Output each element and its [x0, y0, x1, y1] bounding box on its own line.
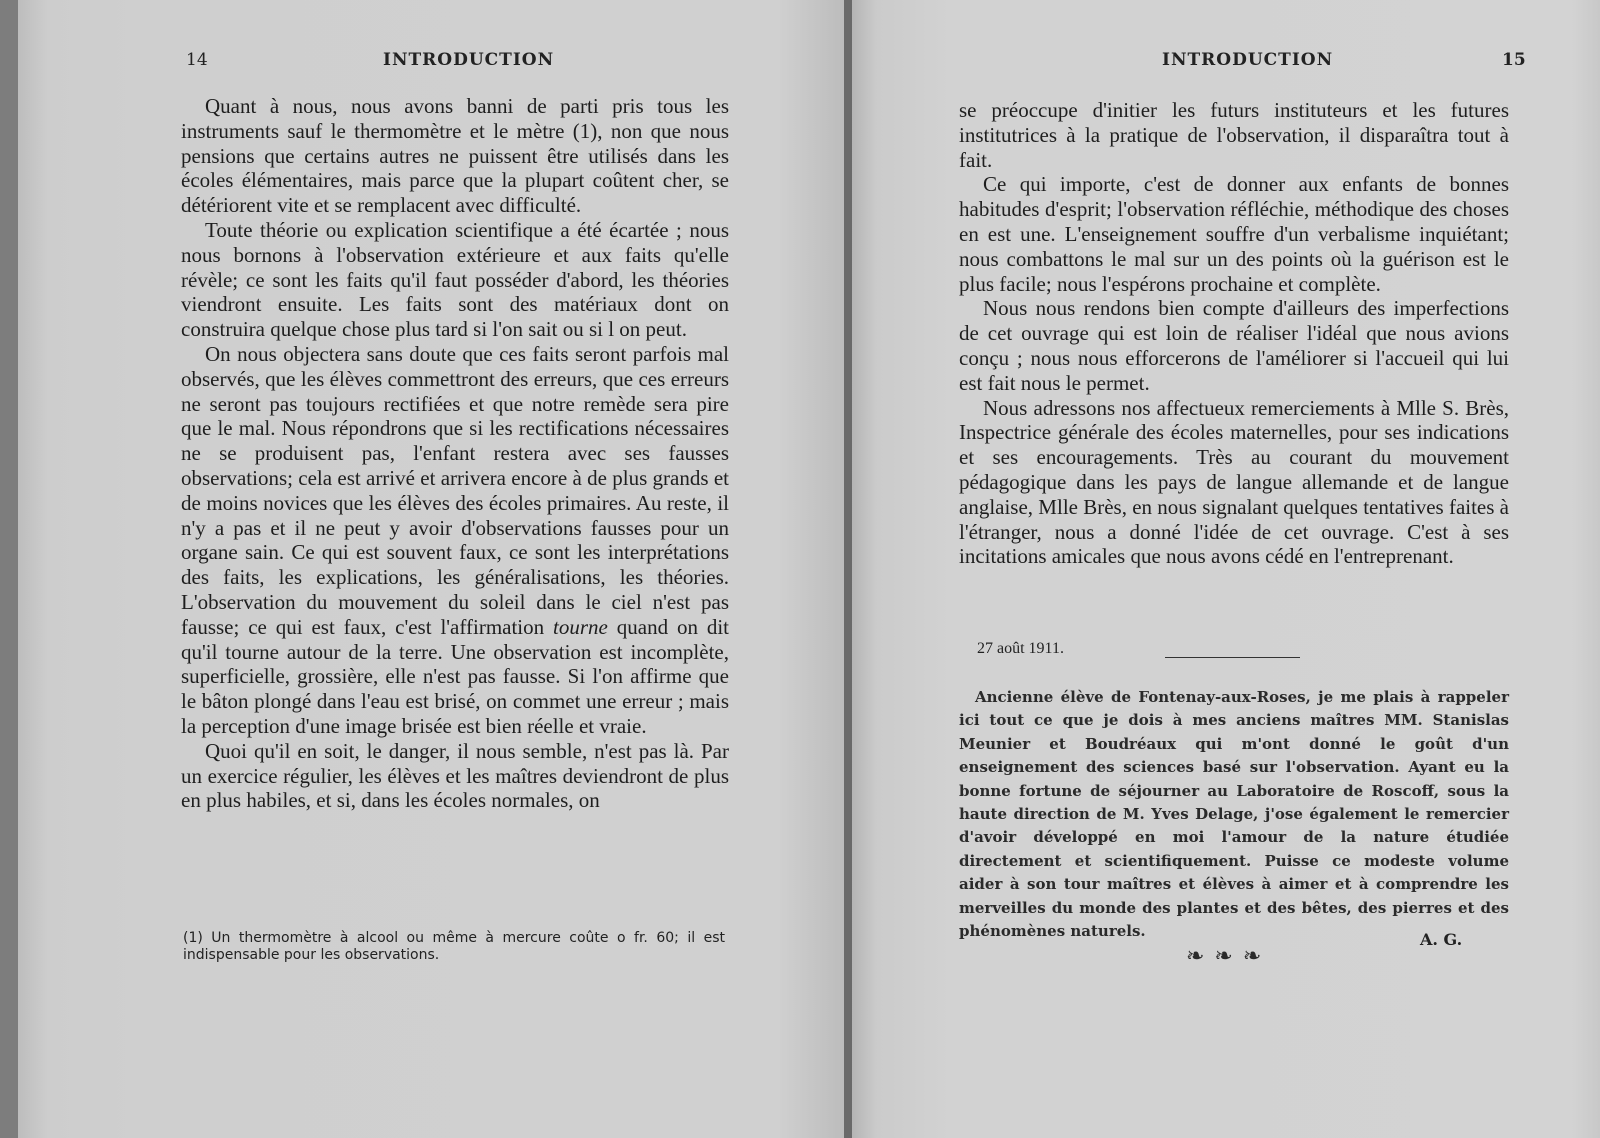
page-number-left: 14: [186, 50, 208, 70]
paragraph: Nous nous rendons bien compte d'ailleurs des imperfections de cet ouvrage qui est loin de réaliser l'idéal que nous avions conçu ; nous nous efforcerons de l'améliorer si l'accueil qui lui est fait nous le permet.: [959, 296, 1509, 395]
signature-initials: A. G.: [1420, 930, 1463, 949]
running-head-right: INTRODUCTION: [1162, 50, 1334, 70]
paragraph: Ce qui importe, c'est de donner aux enfants de bonnes habitudes d'esprit; l'observation réfléchie, méthodique des choses en est une. L'enseignement souffre d'un verbalisme inquiétant; nous combattons le mal sur un des points où la guérison est le plus facile; nous l'espérons prochaine et complète.: [959, 172, 1509, 296]
separator-rule: [1165, 657, 1300, 658]
paragraph: [181, 342, 729, 739]
paragraph-text: On nous objectera sans doute que ces faits seront parfois mal observés, que les élèves commettront des erreurs, que ces erreurs ne seront pas toujours rectifiées et que notre remède sera pire que le mal. Nous répondrons que si les rectifications nécessaires ne se produisent pas, l'enfant restera avec ses fausses observations; cela est arrivé et arrivera encore à de plus grands et de moins novices que les élèves des écoles primaires. Au reste, il n'y a pas et il ne peut y avoir d'observations fausses pour un organe sain. Ce qui est souvent faux, ce sont les interprétations des faits, les explications, les généralisations, les théories. L'observation du mouvement du soleil dans le ciel n'est pas fausse;: [181, 341, 729, 639]
italic-word: tourne: [553, 614, 608, 639]
paragraph: Toute théorie ou explication scientifique a été écartée ; nous nous bornons à l'observation extérieure et aux faits qu'elle révèle; ce sont les faits qu'il faut posséder d'abord, les théories viendront ensuite. Les faits sont des matériaux dont on construira quelque chose plus tard si l'on sait ou si l on peut.: [181, 217, 729, 342]
paragraph: Quoi qu'il en soit, le danger, il nous semble, n'est pas là. Par un exercice régulier, les élèves et les maîtres deviendront de plus en plus habiles, et si, dans les écoles normales, on: [181, 738, 729, 813]
running-head-left: INTRODUCTION: [383, 50, 555, 70]
date: 27 août 1911.: [977, 640, 1064, 657]
paragraph: Nous adressons nos affectueux remerciements à Mlle S. Brès, Inspectrice générale des écoles maternelles, pour ses indications et ses encouragements. Très au courant du mouvement pédagogique dans les pays de langue allemande et de langue anglaise, Mlle Brès, en nous signalant quelques tentatives faites à l'étranger, nous a donné l'idée de cet ouvrage. C'est à ses incitations amicales que nous avons cédé en l'entreprenant.: [959, 395, 1509, 569]
left-page: [18, 0, 844, 1138]
page-number-right: 15: [1502, 50, 1526, 70]
left-body-text: [181, 94, 729, 813]
page-edge: [0, 0, 18, 1138]
right-body-text: [959, 98, 1509, 569]
fleuron-ornament: ❧❧❧: [1186, 944, 1272, 969]
footnote: (1) Un thermomètre à alcool ou même à mercure coûte o fr. 60; il est indispensable pour les observations.: [183, 930, 725, 963]
dedication-text: Ancienne élève de Fontenay-aux-Roses, je me plais à rappeler ici tout ce que je dois à mes anciens maîtres MM. Stanislas Meunier et Boudréaux qui m'ont donné le goût d'un enseignement des sciences basé sur l'observation. Ayant eu la bonne fortune de séjourner au Laboratoire de Roscoff, sous la haute direction de M. Yves Delage, j'ose également le remercier d'avoir développé en moi l'amour de la nature étudiée directement et scientifiquement. Puisse ce modeste volume aider à son tour maîtres et élèves à aimer et à comprendre les merveilles du monde des plantes et des bêtes, des pierres et des phénomènes naturels.: [959, 688, 1509, 941]
right-page: [852, 0, 1600, 1138]
book-gutter: [844, 0, 852, 1138]
paragraph: se préoccupe d'initier les futurs instituteurs et les futures institutrices à la pratique de l'observation, il disparaîtra tout à fait.: [959, 98, 1509, 172]
dedication-note: [959, 686, 1509, 943]
paragraph-text: ce qui est faux, c'est l'affirmation: [248, 614, 554, 639]
paragraph: Quant à nous, nous avons banni de parti pris tous les instruments sauf le thermomètre et le mètre (1), non que nous pensions que certains autres ne puissent être utilisés dans les écoles élémentaires, mais parce que la plupart coûtent cher, se détériorent vite et se remplacent avec difficulté.: [181, 94, 729, 218]
paragraph-text: quand on dit qu'il tourne autour de la terre. Une observation est incomplète, superficielle, grossière, elle n'est pas fausse. Si l'on affirme que le bâton plongé dans l'eau est brisé, on commet une erreur ; mais la perception d'une image brisée est bien réelle et vraie.: [181, 614, 730, 738]
